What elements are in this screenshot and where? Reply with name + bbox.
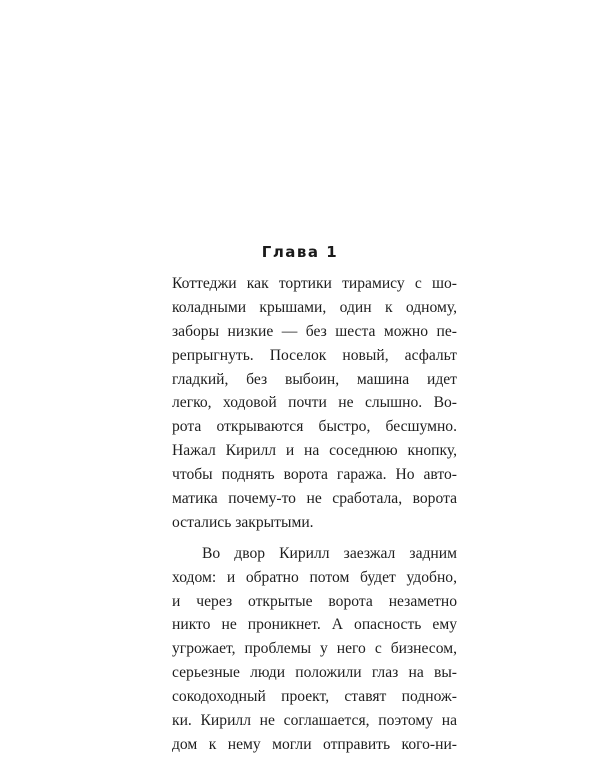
text-line: Нажал Кирилл и на соседнюю кнопку, [172, 442, 457, 460]
text-line: рота открываются быстро, бесшумно. [172, 418, 457, 436]
chapter-title: Глава 1 [261, 243, 339, 261]
text-line: и через открытые ворота незаметно [172, 592, 457, 610]
text-line: сокодоходный проект, ставят поднож- [172, 688, 457, 706]
text-line: гладкий, без выбоин, машина идет [172, 370, 457, 388]
body-text [172, 272, 457, 757]
text-line: ходом: и обратно потом будет удобно, [172, 568, 457, 586]
text-line: никто не проникнет. А опасность ему [172, 616, 457, 634]
paragraph-gap [172, 535, 457, 542]
text-line: заборы низкие — без шеста можно пе- [172, 322, 457, 340]
text-line: Во двор Кирилл заезжал задним [202, 544, 457, 562]
text-line: коладными крышами, один к одному, [172, 298, 457, 316]
text-line: серьезные люди положили глаз на вы- [172, 664, 457, 682]
text-line: матика почему-то не сработала, ворота [172, 490, 457, 508]
text-line: ки. Кирилл не соглашается, поэтому на [172, 712, 457, 730]
text-line: Коттеджи как тортики тирамису с шо- [172, 275, 457, 292]
text-line: угрожает, проблемы у него с бизнесом, [172, 640, 457, 658]
text-line: остались закрытыми. [172, 513, 314, 531]
text-line: репрыгнуть. Поселок новый, асфальт [172, 346, 457, 364]
text-line: легко, ходовой почти не слышно. Во- [172, 394, 457, 412]
text-line: дом к нему могли отправить кого-ни- [172, 735, 457, 753]
text-line: чтобы поднять ворота гаража. Но авто- [172, 466, 457, 484]
